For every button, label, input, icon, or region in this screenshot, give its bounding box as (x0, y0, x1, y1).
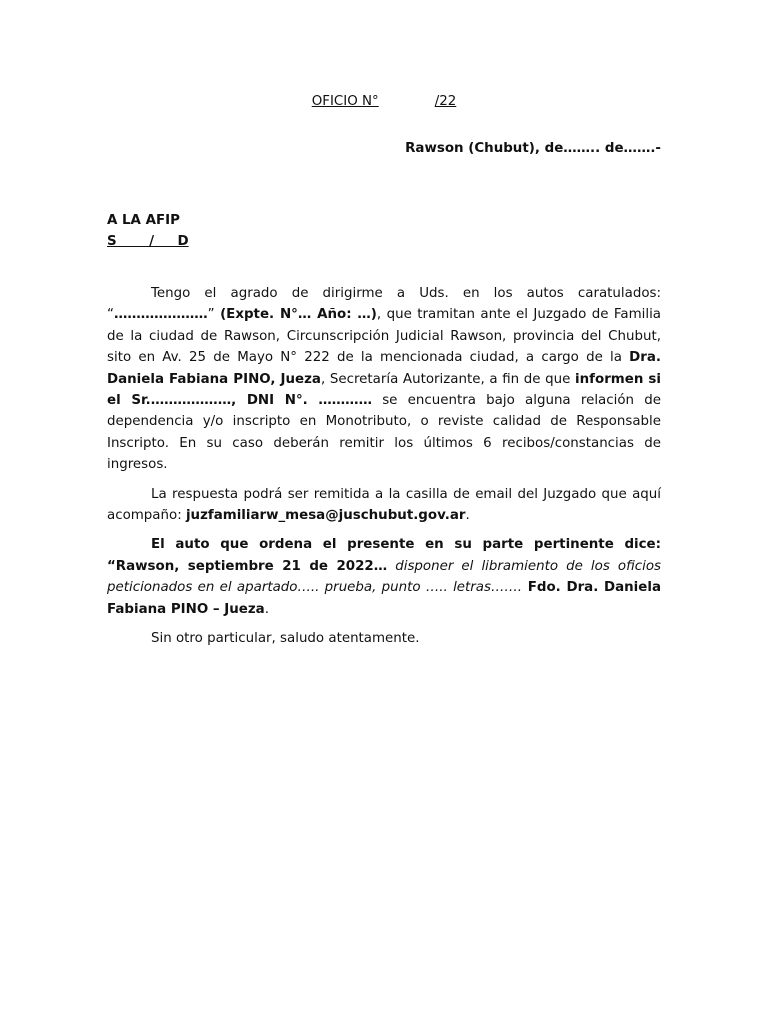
p1-text-1: Tengo el agrado de dirigirme a Uds. en los autos caratulados: “ (107, 286, 661, 323)
paragraph-order (107, 534, 661, 620)
p3-signature: Fdo. Dra. Daniela Fabiana PINO – Jueza (107, 580, 661, 617)
p2-text-1: La respuesta podrá ser remitida a la casilla de email del Juzgado que aquí acompaño: (107, 486, 661, 524)
p3-order-intro: El auto que ordena el presente en su parte pertinente dice: “Rawson, septiembre 21 de 2022… (107, 537, 661, 574)
paragraph-request (107, 283, 661, 476)
title-prefix: OFICIO N° (311, 94, 379, 109)
recipient-name: A LA AFIP (107, 213, 180, 228)
document-body (107, 283, 661, 658)
p1-text-3: , que tramitan ante el Juzgado de Familia de la ciudad de Rawson, Circunscripción Judicial Rawson, provincia del Chubut, sito en Av. 25 de Mayo N° 222 de la mencionada ciudad, a cargo de la (107, 307, 661, 366)
p3-order-quote: disponer el libramiento de los oficios peticionados en el apartado….. prueba, punto ….. letras……. (107, 558, 661, 596)
p1-case-number: (Expte. N°… Año: …) (220, 307, 377, 323)
paragraph-response (107, 484, 661, 527)
p1-text-2: ” (207, 307, 221, 323)
recipient-block (107, 210, 189, 252)
place-date-line: Rawson (Chubut), de…….. de…….- (405, 141, 661, 156)
paragraph-closing: Sin otro particular, saludo atentamente. (151, 631, 420, 647)
p1-case-title: ………………… (113, 307, 208, 323)
p1-text-5: se encuentra bajo alguna relación de dependencia y/o inscripto en Monotributo, o reviste calidad de Responsable Inscripto. En su caso deberán remitir los últimos 6 recibos/constancias de ingresos. (107, 393, 661, 473)
document-title (0, 94, 768, 109)
recipient-sd: S / D (107, 234, 189, 249)
p3-text-end: . (264, 601, 269, 617)
p1-judge-name: Dra. Daniela Fabiana PINO, Jueza (107, 350, 661, 387)
p2-text-2: . (465, 508, 470, 524)
p1-request-subject: informen si el Sr.………………, DNI N°. ………… (107, 371, 661, 409)
p1-text-4: , Secretaría Autorizante, a fin de que (320, 371, 576, 387)
title-suffix: /22 (434, 94, 457, 109)
court-email: juzfamiliarw_mesa@juschubut.gov.ar (185, 508, 466, 524)
